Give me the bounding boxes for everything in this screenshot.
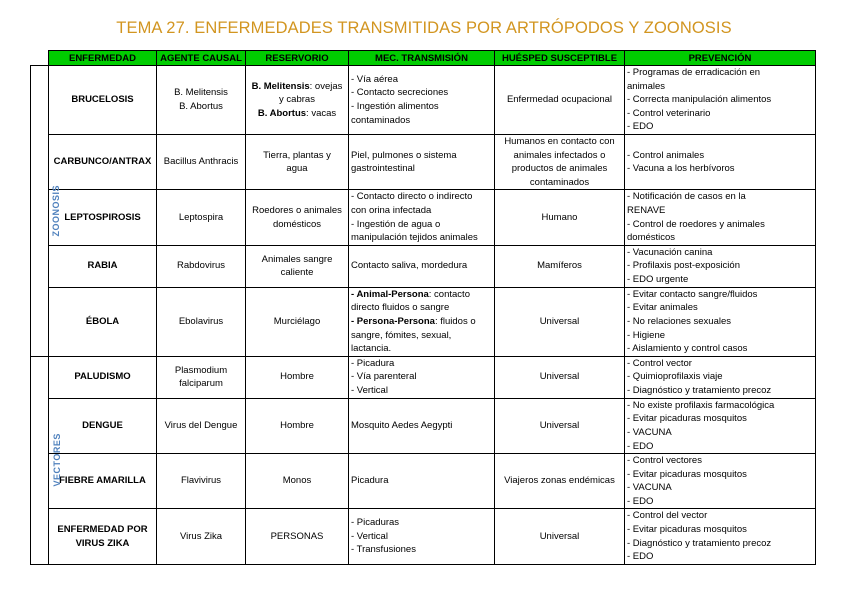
header-reservorio: RESERVORIO [246,51,349,66]
reservoir-cell: Roedores o animales domésticos [246,190,349,245]
prevention-cell: - Vacunación canina - Profilaxis post-exposición - EDO urgente [625,245,816,287]
reservoir-cell: PERSONAS [246,509,349,564]
disease-cell: CARBUNCO/ANTRAX [49,134,157,189]
agent-cell: B. Melitensis B. Abortus [157,66,246,135]
table-row [31,509,816,564]
table-row [31,454,816,509]
header-mec-transmision: MEC. TRANSMISIÓN [349,51,495,66]
transmission-cell: - Contacto directo o indirecto con orina infectada - Ingestión de agua o manipulación tejidos animales [349,190,495,245]
header-enfermedad: ENFERMEDAD [49,51,157,66]
table-row [31,66,816,135]
reservoir-cell: Hombre [246,356,349,398]
disease-cell: ÉBOLA [49,287,157,356]
table-row [31,398,816,453]
transmission-cell: - Animal-Persona: contacto directo fluidos o sangre - Persona-Persona: fluidos o sangre, fómites, sexual, lactancia. [349,287,495,356]
disease-cell: LEPTOSPIROSIS [49,190,157,245]
prevention-cell: - Control vectores - Evitar picaduras mosquitos - VACUNA - EDO [625,454,816,509]
transmission-cell: - Picadura - Vía parenteral - Vertical [349,356,495,398]
header-row [31,51,816,66]
table-row [31,245,816,287]
agent-cell: Rabdovirus [157,245,246,287]
agent-cell: Bacillus Anthracis [157,134,246,189]
transmission-cell: Picadura [349,454,495,509]
category-label: VECTORES [51,433,62,487]
reservoir-cell: Hombre [246,398,349,453]
table-row [31,190,816,245]
host-cell: Universal [495,509,625,564]
disease-cell: DENGUE [49,398,157,453]
reservoir-cell: Tierra, plantas y agua [246,134,349,189]
category-zoonosis [31,66,61,357]
disease-cell: ENFERMEDAD POR VIRUS ZIKA [49,509,157,564]
header-corner [31,51,49,66]
reservoir-cell: Murciélago [246,287,349,356]
agent-cell: Ebolavirus [157,287,246,356]
prevention-cell: - Control vector - Quimioprofilaxis viaje - Diagnóstico y tratamiento precoz [625,356,816,398]
prevention-cell: - Control animales - Vacuna a los herbívoros [625,134,816,189]
disease-cell: BRUCELOSIS [49,66,157,135]
transmission-cell: Contacto saliva, mordedura [349,245,495,287]
host-cell: Enfermedad ocupacional [495,66,625,135]
host-cell: Universal [495,287,625,356]
diseases-table [30,50,816,565]
reservoir-cell: B. Melitensis: ovejas y cabras B. Abortus: vacas [246,66,349,135]
agent-cell: Flavivirus [157,454,246,509]
host-cell: Humanos en contacto con animales infectados o productos de animales contaminados [495,134,625,189]
header-prevencion: PREVENCIÓN [625,51,816,66]
host-cell: Mamíferos [495,245,625,287]
category-vectores [31,356,62,564]
agent-cell: Virus Zika [157,509,246,564]
reservoir-cell: Monos [246,454,349,509]
transmission-cell: Piel, pulmones o sistema gastrointestinal [349,134,495,189]
agent-cell: Plasmodium falciparum [157,356,246,398]
host-cell: Universal [495,398,625,453]
table-row [31,287,816,356]
host-cell: Viajeros zonas endémicas [495,454,625,509]
prevention-cell: - No existe profilaxis farmacológica - Evitar picaduras mosquitos - VACUNA - EDO [625,398,816,453]
agent-cell: Leptospira [157,190,246,245]
disease-cell: PALUDISMO [49,356,157,398]
table-row [31,134,816,189]
transmission-cell: - Picaduras - Vertical - Transfusiones [349,509,495,564]
disease-cell: FIEBRE AMARILLA [49,454,157,509]
transmission-cell: - Vía aérea - Contacto secreciones - Ingestión alimentos contaminados [349,66,495,135]
header-agente-causal: AGENTE CAUSAL [157,51,246,66]
prevention-cell: - Control del vector - Evitar picaduras mosquitos - Diagnóstico y tratamiento precoz - EDO [625,509,816,564]
header-huesped-susceptible: HUÉSPED SUSCEPTIBLE [495,51,625,66]
page-title: TEMA 27. ENFERMEDADES TRANSMITIDAS POR ARTRÓPODOS Y ZOONOSIS [116,19,732,37]
transmission-cell: Mosquito Aedes Aegypti [349,398,495,453]
prevention-cell: - Evitar contacto sangre/fluidos - Evitar animales - No relaciones sexuales - Higiene - Aislamiento y control casos [625,287,816,356]
table-row [31,356,816,398]
reservoir-cell: Animales sangre caliente [246,245,349,287]
host-cell: Humano [495,190,625,245]
prevention-cell: - Programas de erradicación en animales - Correcta manipulación alimentos - Control veterinario - EDO [625,66,816,135]
host-cell: Universal [495,356,625,398]
category-label: ZOONOSIS [50,185,61,237]
agent-cell: Virus del Dengue [157,398,246,453]
prevention-cell: - Notificación de casos en la RENAVE - Control de roedores y animales domésticos [625,190,816,245]
disease-cell: RABIA [49,245,157,287]
